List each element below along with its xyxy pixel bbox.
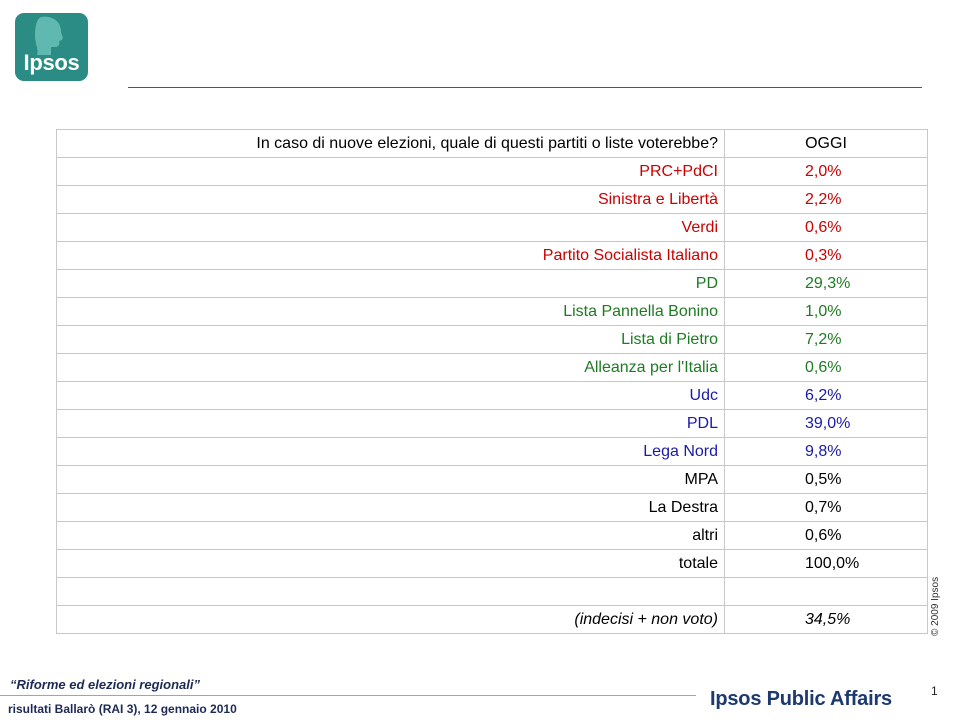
total-row: [57, 550, 928, 578]
table-row: [57, 326, 928, 354]
oggi-header: OGGI: [725, 130, 928, 158]
party-name: Lega Nord: [57, 438, 725, 466]
table-row: [57, 214, 928, 242]
party-name: Sinistra e Libertà: [57, 186, 725, 214]
table-row: [57, 242, 928, 270]
table-row: [57, 270, 928, 298]
table-row: [57, 158, 928, 186]
party-name: Udc: [57, 382, 725, 410]
party-name: [57, 578, 725, 606]
party-name: altri: [57, 522, 725, 550]
party-name: PD: [57, 270, 725, 298]
spacer-row: [57, 578, 928, 606]
table-row: [57, 494, 928, 522]
footer-divider: [0, 695, 696, 696]
table-row: [57, 522, 928, 550]
table-row: [57, 298, 928, 326]
table-row: [57, 438, 928, 466]
table-row: [57, 382, 928, 410]
percentage-value: 0,3%: [725, 242, 928, 270]
ipsos-logo: [15, 13, 88, 81]
page-number: 1: [931, 684, 938, 698]
table-row: [57, 410, 928, 438]
party-name: Lista di Pietro: [57, 326, 725, 354]
percentage-value: 0,6%: [725, 522, 928, 550]
party-name: PRC+PdCI: [57, 158, 725, 186]
footer-subtitle: risultati Ballarò (RAI 3), 12 gennaio 2010: [8, 702, 237, 716]
percentage-value: 1,0%: [725, 298, 928, 326]
percentage-value: 2,0%: [725, 158, 928, 186]
percentage-value: 39,0%: [725, 410, 928, 438]
party-name: MPA: [57, 466, 725, 494]
party-name: Partito Socialista Italiano: [57, 242, 725, 270]
copyright-text: © 2009 Ipsos: [930, 576, 941, 636]
party-name: Lista Pannella Bonino: [57, 298, 725, 326]
percentage-value: 34,5%: [725, 606, 928, 634]
percentage-value: 6,2%: [725, 382, 928, 410]
table-row: [57, 466, 928, 494]
party-name: Verdi: [57, 214, 725, 242]
table-header-row: [57, 130, 928, 158]
brand-logo-text: Ipsos Public Affairs: [710, 688, 892, 710]
percentage-value: 9,8%: [725, 438, 928, 466]
party-name: Alleanza per l'Italia: [57, 354, 725, 382]
table-row: [57, 186, 928, 214]
percentage-value: 2,2%: [725, 186, 928, 214]
percentage-value: 29,3%: [725, 270, 928, 298]
party-name: PDL: [57, 410, 725, 438]
undecided-row: [57, 606, 928, 634]
percentage-value: 0,6%: [725, 214, 928, 242]
table-row: [57, 354, 928, 382]
party-name: La Destra: [57, 494, 725, 522]
percentage-value: 0,5%: [725, 466, 928, 494]
percentage-value: 7,2%: [725, 326, 928, 354]
party-name: (indecisi + non voto): [57, 606, 725, 634]
poll-table: [56, 129, 928, 634]
percentage-value: 0,7%: [725, 494, 928, 522]
percentage-value: 0,6%: [725, 354, 928, 382]
footer-title: “Riforme ed elezioni regionali”: [10, 677, 200, 692]
logo-text: Ipsos: [23, 50, 80, 75]
percentage-value: [725, 578, 928, 606]
header-divider: [128, 87, 922, 88]
question-header: In caso di nuove elezioni, quale di questi partiti o liste voterebbe?: [57, 130, 725, 158]
party-name: totale: [57, 550, 725, 578]
percentage-value: 100,0%: [725, 550, 928, 578]
